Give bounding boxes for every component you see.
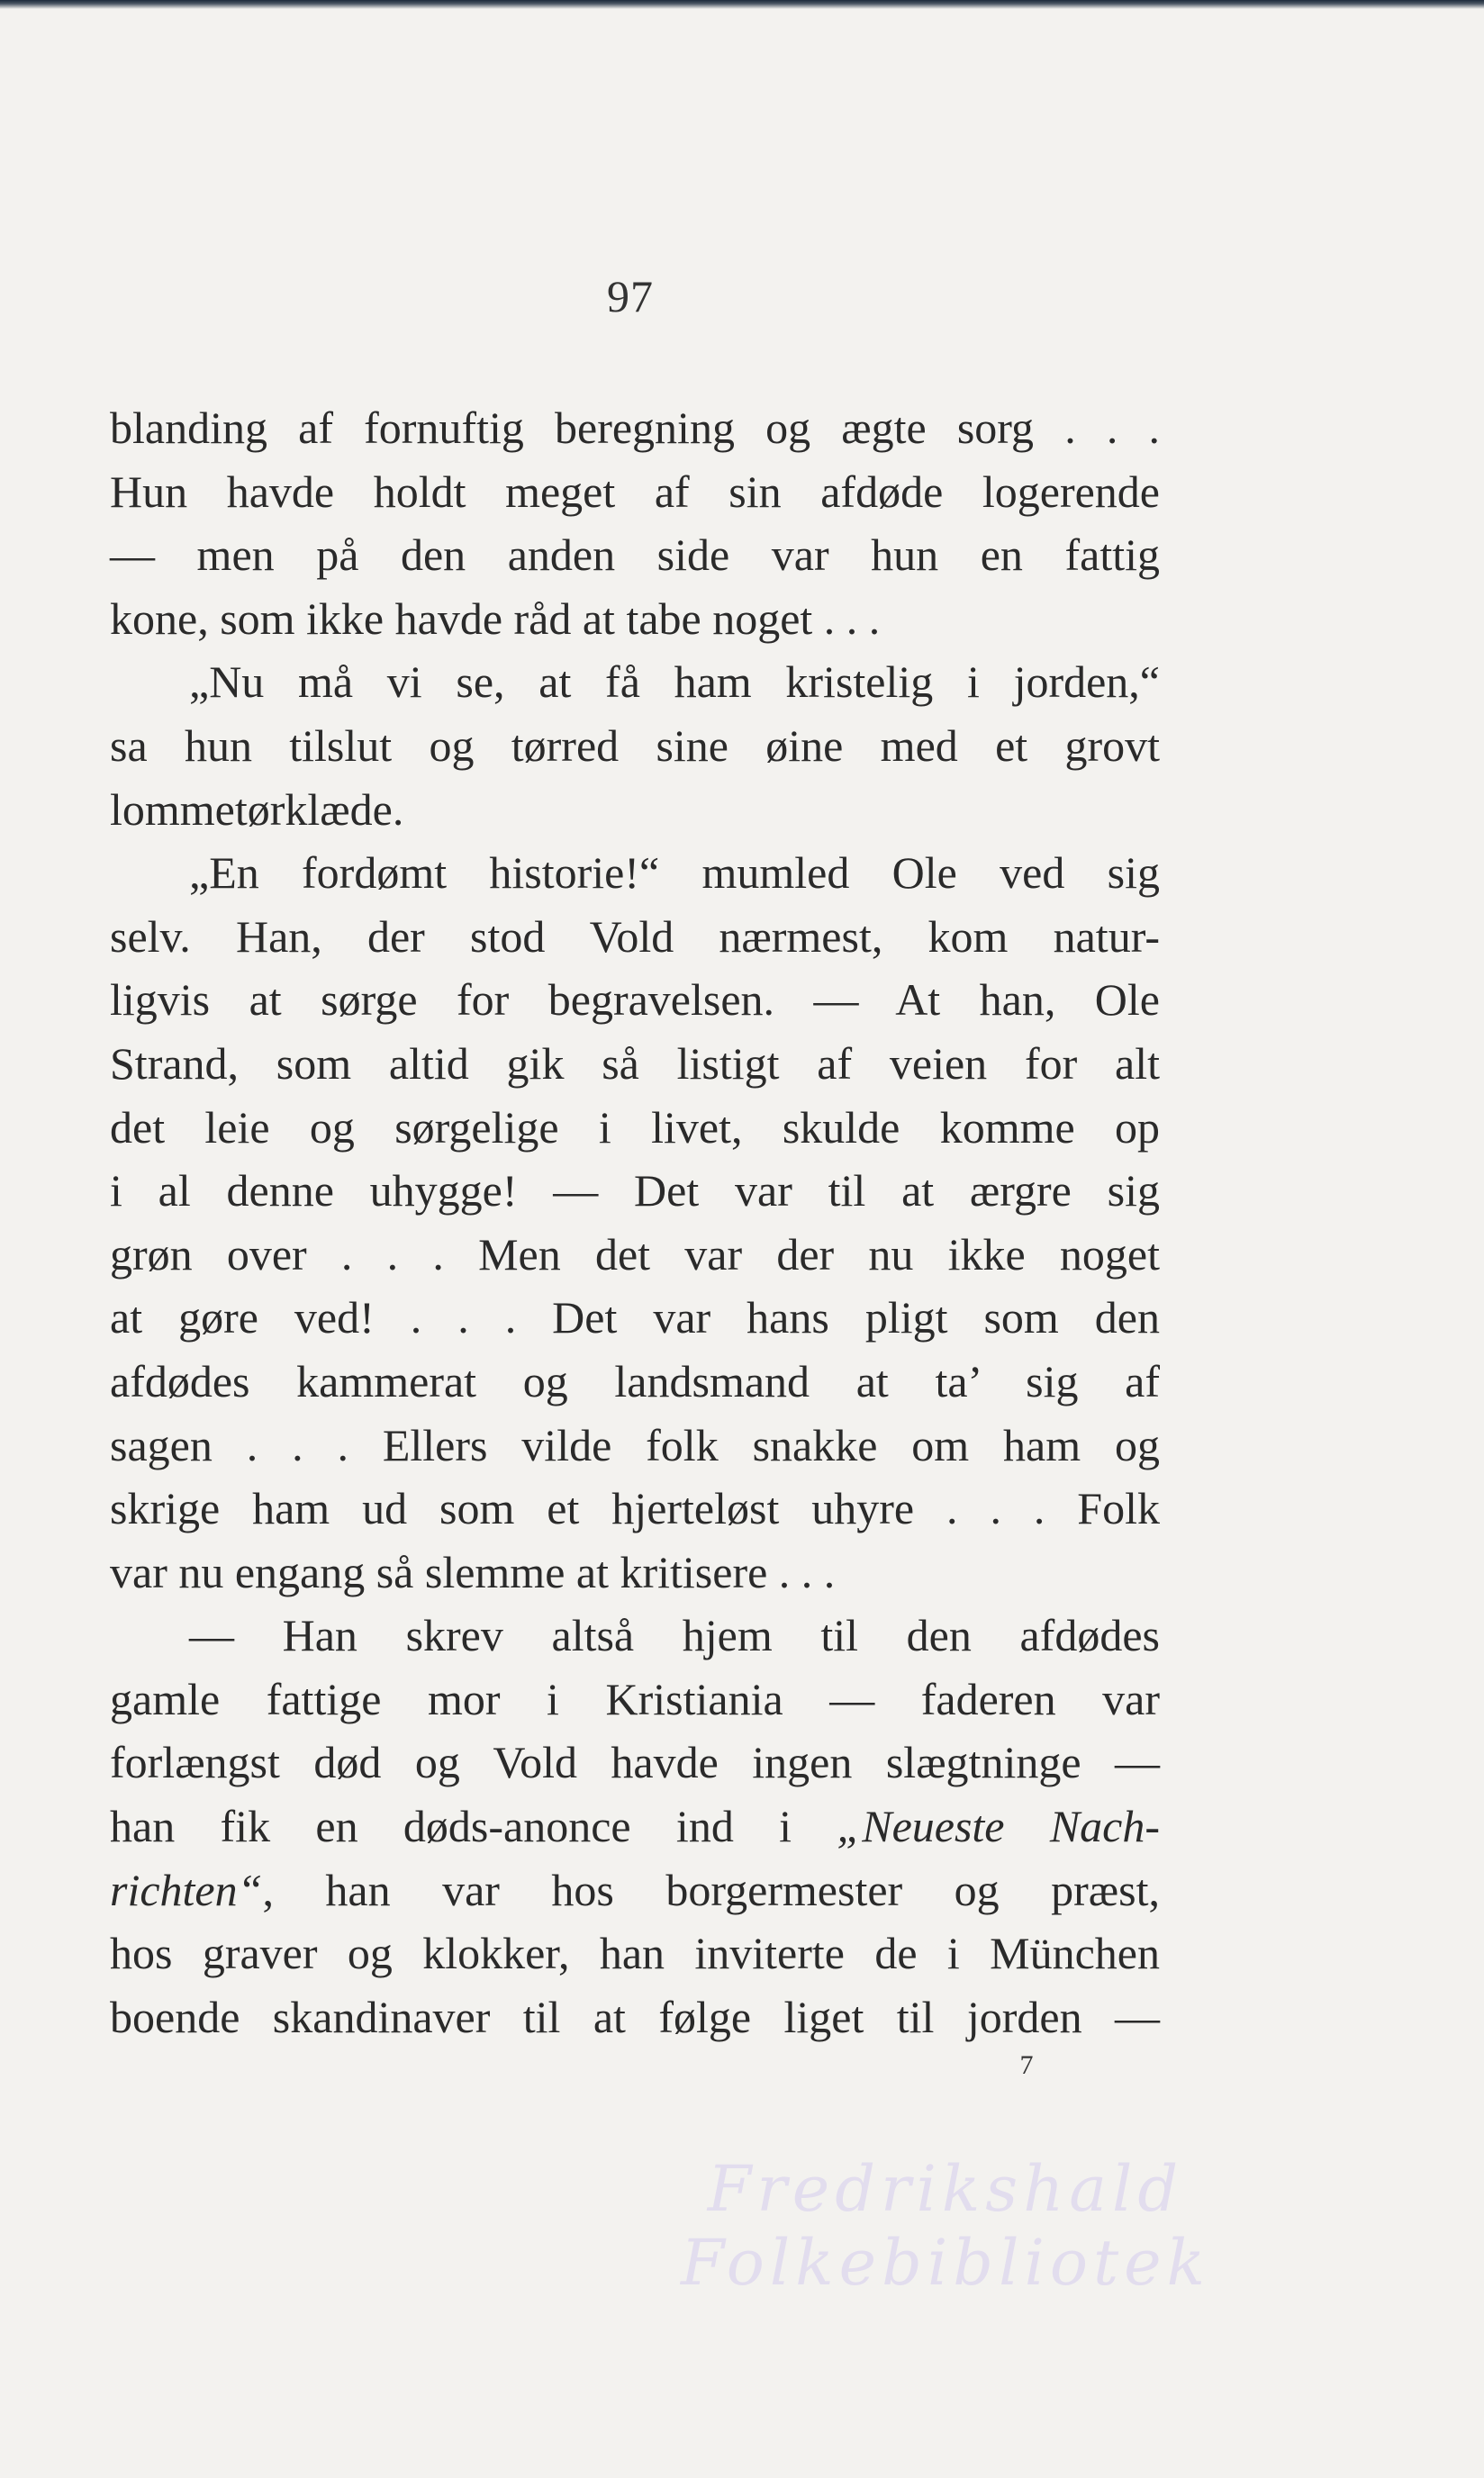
- text-line: skrige ham ud som et hjerteløst uhyre . . . Folk: [110, 1483, 1160, 1534]
- library-stamp: Fredrikshald Folkebibliotek: [680, 2152, 1210, 2300]
- text-line: hos graver og klokker, han inviterte de i München: [110, 1928, 1160, 1979]
- newspaper-title: „Neueste Nach-: [837, 1801, 1161, 1852]
- newspaper-title-end: richten“: [110, 1864, 263, 1915]
- text-line: selv. Han, der stod Vold nærmest, kom natur-: [110, 910, 1160, 962]
- text-line-part: , han var hos borgermester og præst,: [262, 1864, 1160, 1915]
- text-line: forlængst død og Vold havde ingen slægtninge —: [110, 1737, 1160, 1788]
- text-line: sagen . . . Ellers vilde folk snakke om ham og: [110, 1419, 1160, 1470]
- text-line: i al denne uhygge! — Det var til at ærgre sig: [110, 1165, 1160, 1216]
- page-number: 97: [607, 271, 654, 321]
- text-line: — Han skrev altså hjem til den afdødes: [189, 1610, 1160, 1661]
- text-line: afdødes kammerat og landsmand at ta’ sig af: [110, 1355, 1160, 1406]
- text-line: at gøre ved! . . . Det var hans pligt som den: [110, 1292, 1160, 1343]
- body-text: [110, 396, 1160, 2048]
- text-line: sa hun tilslut og tørred sine øine med et grovt: [110, 719, 1160, 771]
- text-line: det leie og sørgelige i livet, skulde komme op: [110, 1101, 1160, 1153]
- text-line: kone, som ikke havde råd at tabe noget . . .: [110, 592, 881, 644]
- text-line: Hun havde holdt meget af sin afdøde logerende: [110, 466, 1160, 517]
- page-top-edge: [0, 0, 1484, 9]
- text-line: grøn over . . . Men det var der nu ikke noget: [110, 1228, 1160, 1280]
- text-line: Strand, som altid gik så listigt af veien for alt: [110, 1037, 1160, 1089]
- text-line: „Nu må vi se, at få ham kristelig i jorden,“: [189, 656, 1160, 708]
- text-line: gamle fattige mor i Kristiania — faderen var: [110, 1673, 1160, 1724]
- text-line: lommetørklæde.: [110, 783, 404, 835]
- text-line: „En fordømt historie!“ mumled Ole ved sig: [189, 847, 1160, 899]
- text-line: ligvis at sørge for begravelsen. — At han, Ole: [110, 974, 1160, 1026]
- text-line: var nu engang så slemme at kritisere . . .: [110, 1546, 836, 1597]
- text-line: boende skandinaver til at følge liget til jorden —: [110, 1991, 1160, 2042]
- text-line: [110, 1858, 1160, 1922]
- text-line-part: han fik en døds-anonce ind i: [110, 1801, 792, 1852]
- text-line: [110, 1795, 1160, 1858]
- text-line: blanding af fornuftig beregning og ægte sorg . . .: [110, 402, 1160, 453]
- signature-mark: 7: [1019, 2050, 1034, 2080]
- text-line: — men på den anden side var hun en fattig: [110, 529, 1160, 581]
